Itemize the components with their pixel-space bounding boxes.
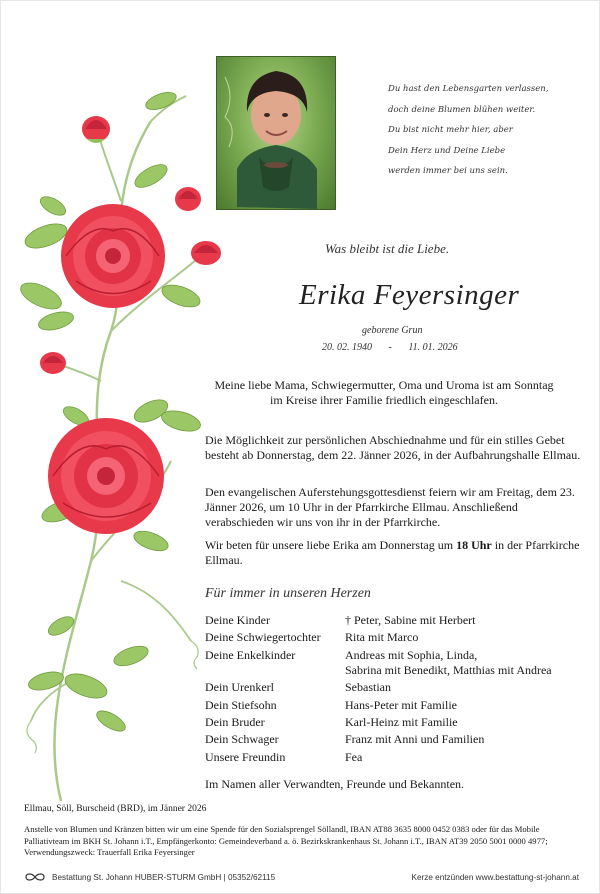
life-dates (322, 342, 472, 353)
family-row (205, 648, 585, 679)
service-paragraph: Den evangelischen Auferstehungsgottesdienst feiern wir am Freitag, dem 23. Jänner 2026, um 10 Uhr in der Pfarrkirche Ellmau. Anschließend verabschieden wir uns von ihr in der Pfarrkirche. (205, 485, 575, 529)
family-names: Hans-Peter mit Familie (345, 697, 457, 712)
farewell-paragraph: Die Möglichkeit zur persönlichen Abschiednahme und für ein stilles Gebet besteht ab Donnerstag, dem 22. Jänner 2026, in der Aufbahrungshalle Ellmau. (205, 433, 581, 462)
family-row (205, 630, 585, 646)
death-date: 11. 01. 2026 (408, 342, 458, 353)
rose-bud (40, 352, 66, 374)
poem-line: doch deine Blumen blühen weiter. (388, 104, 536, 115)
infinity-logo-icon (24, 872, 46, 882)
family-names: Franz mit Anni und Familien (345, 732, 485, 747)
family-relation: Dein Schwager (205, 732, 279, 747)
candle-link[interactable]: Kerze entzünden www.bestattung-st-johann.at (411, 872, 579, 882)
prayer-location: in der Pfarrkirche Ellmau. (205, 538, 580, 567)
maiden-name: geborene Grun (362, 325, 423, 336)
place-date: Ellmau, Söll, Burscheid (BRD), im Jänner 2026 (24, 804, 207, 814)
leaf (37, 309, 76, 334)
family-relation: Unsere Freundin (205, 749, 286, 764)
poem-line: werden immer bei uns sein. (388, 166, 508, 176)
leaf (37, 193, 68, 219)
family-row (205, 732, 585, 748)
family-names: Karl-Heinz mit Familie (345, 714, 458, 729)
family-list (205, 613, 585, 767)
family-relation: Deine Schwiegertochter (205, 630, 321, 645)
company-text: Bestattung St. Johann HUBER-STURM GmbH | 05352/62115 (52, 872, 276, 882)
death-announcement: Meine liebe Mama, Schwiegermutter, Oma und Uroma ist am Sonntag im Kreise ihrer Familie friedlich eingeschlafen. (214, 378, 554, 407)
family-row (205, 715, 585, 731)
family-relation: Dein Stiefsohn (205, 697, 277, 712)
leaf (111, 642, 150, 669)
family-relation: Dein Bruder (205, 714, 265, 729)
portrait-photo (217, 57, 335, 209)
prayer-paragraph (205, 538, 581, 568)
rose-bloom (48, 418, 164, 534)
rose-bloom (61, 204, 165, 308)
rose-bud (175, 187, 201, 211)
family-names: Fea (345, 749, 363, 764)
poem-line: Du bist nicht mehr hier, aber (388, 125, 513, 135)
family-relation: Deine Enkelkinder (205, 647, 296, 662)
rose-bud (82, 116, 110, 143)
poem-line: Dein Herz und Deine Liebe (388, 145, 506, 156)
leaf (17, 278, 65, 315)
footer (24, 869, 579, 885)
family-relation: Dein Urenkerl (205, 680, 274, 695)
prayer-time: 18 Uhr (456, 538, 492, 552)
rose-vine-illustration (1, 81, 231, 821)
leaf (131, 160, 170, 192)
poem-line: Du hast den Lebensgarten verlassen, (388, 84, 549, 94)
leaf (62, 669, 110, 703)
portrait-illustration (217, 57, 335, 209)
family-names: † Peter, Sabine mit Herbert (345, 613, 476, 627)
birth-date: 20. 02. 1940 (322, 342, 372, 353)
date-separator: - (388, 342, 392, 353)
leaf (159, 407, 202, 435)
family-names: Sebastian (345, 680, 391, 695)
deceased-name: Erika Feyersinger (299, 279, 520, 311)
motto: Was bleibt ist die Liebe. (325, 241, 450, 256)
heart-line: Für immer in unseren Herzen (205, 586, 371, 601)
closing-line: Im Namen aller Verwandten, Freunde und Bekannten. (205, 777, 465, 791)
leaf (94, 707, 129, 735)
family-names-line: Sabrina mit Benedikt, Matthias mit Andrea (345, 663, 552, 678)
family-row (205, 613, 585, 629)
donation-note: Anstelle von Blumen und Kränzen bitten wir um eine Spende für den Sozialsprengel Söllandl, IBAN AT88 3635 8000 0452 0383 oder für das Mobile Palliativteam im BKH St. Johann i.T., Empfängerkonto: Gemeindeverband a. ö. Bezirkskrankenhaus St. Johann i.T., IBAN AT39 2050 5001 0000 4977; Verwendungszweck: Trauerfall Erika Feyersinger (24, 824, 548, 857)
leaf (144, 89, 179, 113)
leaf (131, 527, 170, 554)
family-row (205, 698, 585, 714)
rose-bud (191, 241, 221, 265)
family-relation: Deine Kinder (205, 613, 270, 627)
family-names: Rita mit Marco (345, 630, 419, 645)
family-row (205, 750, 585, 766)
family-names (345, 648, 585, 679)
family-row (205, 680, 585, 696)
poem (388, 79, 548, 182)
company-info (24, 872, 275, 882)
family-names-line: Andreas mit Sophia, Linda, (345, 647, 478, 662)
prayer-text: Wir beten für unsere liebe Erika am Donnerstag um (205, 538, 457, 552)
